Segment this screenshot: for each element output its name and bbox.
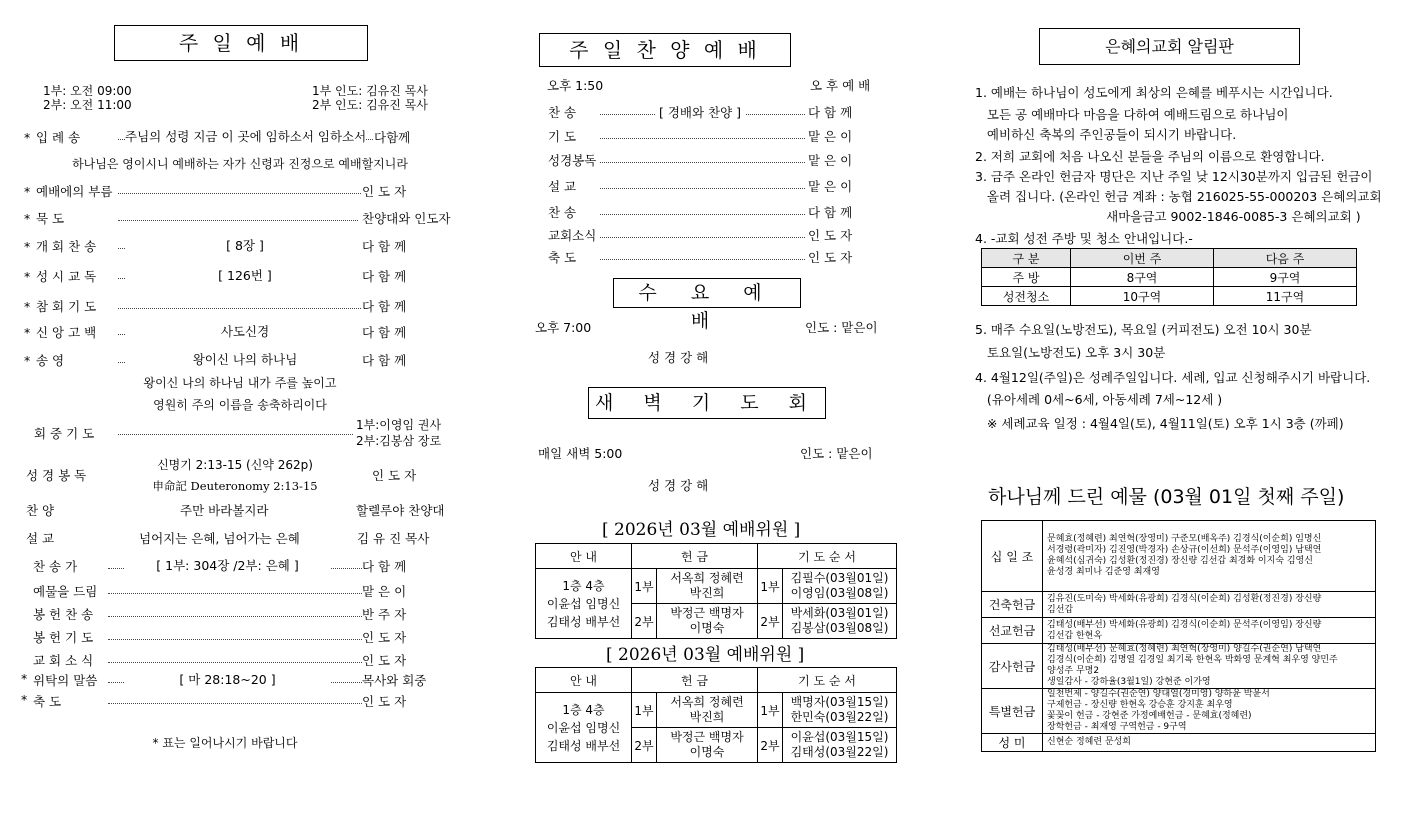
order-detail: [ 마 28:18~20 ]: [125, 670, 330, 688]
order-label: 찬 송 가: [33, 559, 78, 574]
order-detail: 주님의 성령 지금 이 곳에 임하소서 임하소서: [125, 129, 367, 144]
offering-title: 하나님께 드린 예물 (03월 01일 첫째 주일): [988, 486, 1345, 508]
dot-leader: [118, 193, 373, 194]
cleaning-table: [981, 248, 1357, 306]
required-mark: *: [21, 692, 28, 707]
order-leader: 인 도 자: [362, 184, 407, 199]
order-leader: 맡 은 이: [362, 584, 407, 599]
guide-name: 이윤섭 임명신: [546, 720, 621, 735]
order-detail: [ 126번 ]: [125, 266, 365, 284]
order-label: 신 앙 고 백: [36, 325, 97, 340]
order-leader: 다 함 께: [362, 559, 407, 574]
praise-leader: 다 함 께: [808, 105, 853, 120]
sermon-title: 넘어지는 은혜, 넘어가는 은혜: [139, 531, 300, 546]
duty-title-1: [ 2026년 03월 예배위원 ]: [602, 520, 801, 540]
offering-part: 1부: [632, 693, 657, 728]
offering-line: 김경식(이순희) 김명열 김경일 최기록 한현옥 박화영 문계혁 최우영 양민주: [1047, 655, 1338, 665]
choir-song: 주만 바라볼지라: [180, 503, 269, 518]
choir-name: 할렐루야 찬양대: [356, 503, 445, 518]
standing-note: * 표는 일어나시기 바랍니다: [152, 736, 298, 750]
service-time-1: 1부: 오전 09:00: [43, 84, 132, 98]
required-mark: *: [24, 269, 31, 284]
order-label: 예배에의 부름: [36, 184, 113, 199]
wednesday-sub: 성 경 강 해: [648, 350, 709, 365]
prayer-names: [783, 604, 897, 639]
notice-line: 모든 공 예배마다 마음을 다하여 예배드림으로 하나님이: [975, 107, 1289, 122]
offering-name: 서옥희 정혜련: [670, 571, 744, 585]
offering-line: 김태성(배부선) 문혜효(정혜련) 최연혁(장영미) 양길수(권순연) 남택연: [1047, 644, 1322, 654]
order-label: 송 영: [36, 353, 65, 368]
prayer-part: 1부: [758, 569, 783, 604]
col-prayer: 기 도 순 서: [758, 668, 897, 693]
wednesday-service-title: 수 요 예 배: [613, 278, 801, 308]
offering-names: [657, 693, 758, 728]
order-detail: [ 1부: 304장 /2부: 은혜 ]: [125, 556, 330, 574]
offering-names: [1043, 618, 1376, 644]
praise-service-title: 주 일 찬 양 예 배: [539, 33, 791, 67]
notice-line: 3. 금주 온라인 헌금자 명단은 지난 주일 낮 12시30분까지 입금된 헌금이: [975, 169, 1373, 184]
offering-category: 건축헌금: [982, 592, 1043, 618]
offering-names: [657, 728, 758, 763]
guide-name: 김태성 배부선: [546, 614, 621, 629]
order-leader: 목사와 회중: [362, 673, 427, 688]
offering-name: 박정근 백명자: [670, 730, 744, 744]
notice-line: 2. 저희 교회에 처음 나오신 분들을 주님의 이름으로 환영합니다.: [975, 149, 1325, 164]
service-leader-2: 2부 인도: 김유진 목사: [312, 98, 428, 112]
order-label: 묵 도: [36, 211, 65, 226]
guide-name: 1층 4층: [562, 578, 605, 593]
offering-line: 김유진(도미숙) 박세화(유광희) 김경식(이순희) 김성환(정진경) 장신량: [1047, 593, 1322, 604]
order-label: 성 시 교 독: [36, 269, 97, 284]
cleaning-cell: 주 방: [982, 268, 1071, 287]
dot-leader: [108, 662, 368, 663]
order-leader: 다 함 께: [362, 269, 407, 284]
order-label: 봉 헌 찬 송: [33, 607, 94, 622]
offering-part: 2부: [632, 728, 657, 763]
offering-line: 생일감사 - 강하율(3월1일) 강현준 이가영: [1047, 677, 1211, 687]
offering-names: [1043, 644, 1376, 689]
dawn-sub: 성 경 강 해: [648, 478, 709, 493]
required-mark: *: [24, 130, 31, 145]
notice-line: 4. 4월12일(주일)은 성례주일입니다. 세례, 입교 신청해주시기 바랍니다.: [975, 370, 1371, 385]
praise-leader: 맡 은 이: [808, 129, 853, 144]
prayer-part: 2부: [758, 604, 783, 639]
offering-line: 구제헌금 - 장신량 한현옥 강승훈 강지훈 최우영: [1047, 700, 1233, 710]
dot-leader: [600, 214, 805, 215]
duty-title-2: [ 2026년 03월 예배위원 ]: [606, 645, 805, 665]
offering-line: 윤혜석(심귀숙) 김성환(정진경) 장신량 김선갑 최경화 이지숙 김영신: [1047, 556, 1313, 566]
cleaning-cell: 10구역: [1071, 287, 1214, 306]
prayer-name: 박세화(03월01일): [790, 606, 889, 620]
offering-table: [981, 520, 1376, 752]
praise-label: 교회소식: [548, 228, 597, 243]
required-mark: *: [24, 325, 31, 340]
offering-name: 이명숙: [689, 745, 725, 759]
praise-time: 오후 1:50: [547, 78, 604, 93]
offering-name: 박진희: [689, 710, 725, 724]
praise-label: 찬 송: [548, 105, 577, 120]
offering-line: 김태성(배부선) 박세화(유광희) 김경식(이순희) 문석주(이영임) 장신량: [1047, 619, 1322, 630]
bible-verse: 신명기 2:13-15 (신약 262p): [157, 458, 313, 472]
order-leader: 다 함 께: [362, 239, 407, 254]
praise-type: 오 후 예 배: [810, 78, 871, 93]
praise-leader: 인 도 자: [808, 228, 853, 243]
required-mark: *: [24, 184, 31, 199]
guide-cell: [536, 693, 632, 763]
dot-leader: [600, 162, 805, 163]
dawn-time: 매일 새벽 5:00: [538, 446, 623, 461]
praise-label: 성경봉독: [548, 153, 597, 168]
order-label: 위탁의 말씀: [33, 673, 98, 688]
choir-label: 찬 양: [26, 503, 55, 518]
service-time-2: 2부: 오전 11:00: [43, 98, 132, 112]
order-leader: 다함께: [374, 130, 411, 145]
prayer-names: [783, 569, 897, 604]
offering-line: 양성주 무명2: [1047, 666, 1100, 676]
prayer-label: 회 중 기 도: [34, 426, 95, 441]
service-leader-1: 1부 인도: 김유진 목사: [312, 84, 428, 98]
bible-label: 성 경 봉 독: [26, 468, 87, 483]
offering-line: 장학헌금 - 최재영 구역헌금 - 9구역: [1047, 722, 1187, 732]
prayer-names: [783, 728, 897, 763]
notice-line: 토요일(노방전도) 오후 3시 30분: [975, 345, 1166, 360]
offering-line: 김선갑 한현옥: [1047, 630, 1103, 641]
guide-name: 1층 4층: [562, 702, 605, 717]
order-label: 축 도: [33, 694, 62, 709]
duty-table-1: [535, 543, 897, 639]
offering-line: 김선갑: [1047, 604, 1074, 615]
notice-line: 1. 예배는 하나님이 성도에게 최상의 은혜를 베푸시는 시간입니다.: [975, 85, 1333, 100]
offering-names: [1043, 689, 1376, 734]
prayer-1: 1부:이영임 권사: [356, 418, 442, 432]
bible-reader: 인 도 자: [372, 468, 417, 483]
prayer-2: 2부:김봉삼 장로: [356, 434, 442, 448]
offering-names: [657, 569, 758, 604]
offering-part: 2부: [632, 604, 657, 639]
offering-category: 감사헌금: [982, 644, 1043, 689]
offering-name: 서옥희 정혜련: [670, 695, 744, 709]
order-label: 예물을 드림: [33, 584, 98, 599]
col-offering: 헌 금: [632, 668, 758, 693]
order-label: 입 례 송: [36, 130, 81, 145]
order-label: 교 회 소 식: [33, 653, 94, 668]
offering-line: 일천번제 - 양길수(권순연) 양대열(경미영) 양하윤 박윤서: [1047, 689, 1270, 699]
order-leader: 인 도 자: [362, 630, 407, 645]
notice-line: ※ 세례교육 일정 : 4월4일(토), 4월11일(토) 오후 1시 3층 (까페): [975, 416, 1344, 431]
praise-label: 찬 송: [548, 205, 577, 220]
offering-category: 특별헌금: [982, 689, 1043, 734]
required-mark: *: [24, 211, 31, 226]
order-leader: 인 도 자: [362, 694, 407, 709]
dot-leader: [600, 138, 805, 139]
offering-category: 선교헌금: [982, 618, 1043, 644]
dot-leader: [108, 616, 368, 617]
prayer-name: 김봉삼(03월08일): [790, 621, 889, 635]
required-mark: *: [24, 239, 31, 254]
bulletin-board-title: 은혜의교회 알림판: [1039, 28, 1300, 65]
cleaning-cell: 11구역: [1214, 287, 1357, 306]
offering-names: [1043, 521, 1376, 592]
dot-leader: [108, 703, 368, 704]
notice-line: 5. 매주 수요일(노방전도), 목요일 (커피전도) 오전 10시 30분: [975, 322, 1312, 337]
dot-leader: [600, 237, 805, 238]
prayer-name: 한민숙(03월22일): [790, 710, 889, 724]
praise-leader: 맡 은 이: [808, 153, 853, 168]
wednesday-leader: 인도 : 맡은이: [805, 320, 878, 335]
praise-detail: [ 경배와 찬양 ]: [655, 103, 745, 121]
cleaning-cell: 9구역: [1214, 268, 1357, 287]
offering-names: [657, 604, 758, 639]
required-mark: *: [24, 299, 31, 314]
offering-line: 윤성경 최미나 김준영 최재영: [1047, 567, 1160, 577]
notice-line: (유아세례 0세~6세, 아동세례 7세~12세 ): [975, 392, 1223, 407]
offering-name: 박진희: [689, 586, 725, 600]
dot-leader: [118, 220, 358, 221]
order-label: 참 회 기 도: [36, 299, 97, 314]
order-leader: 인 도 자: [362, 653, 407, 668]
notice-line: 4. -교회 성전 주방 및 청소 안내입니다.-: [975, 231, 1193, 246]
cleaning-header: 구 분: [982, 249, 1071, 268]
praise-label: 기 도: [548, 129, 577, 144]
guide-name: 김태성 배부선: [546, 738, 621, 753]
hymn-lyric-1: 왕이신 나의 하나님 내가 주를 높이고: [143, 376, 337, 390]
offering-line: 문혜효(정혜련) 최연혁(장영미) 구준모(배옥주) 김경식(이순희) 임명신: [1047, 534, 1322, 544]
sunday-service-title: 주 일 예 배: [114, 25, 368, 61]
offering-category: 성 미: [982, 734, 1043, 752]
col-guide: 안 내: [536, 668, 632, 693]
dawn-leader: 인도 : 맡은이: [800, 446, 873, 461]
cleaning-header: 다음 주: [1214, 249, 1357, 268]
order-leader: 다 함 께: [362, 353, 407, 368]
order-label: 봉 헌 기 도: [33, 630, 94, 645]
hymn-lyric-2: 영원히 주의 이름을 송축하리이다: [153, 398, 327, 412]
offering-name: 이명숙: [689, 621, 725, 635]
order-label: 개 회 찬 송: [36, 239, 97, 254]
praise-label: 축 도: [548, 250, 577, 265]
dot-leader: [600, 259, 805, 260]
prayer-name: 김필수(03월01일): [790, 571, 889, 585]
order-leader: 다 함 께: [362, 325, 407, 340]
scripture-quote: 하나님은 영이시니 예배하는 자가 신령과 진정으로 예배할지니라: [72, 157, 408, 171]
dot-leader: [108, 639, 368, 640]
cleaning-cell: 성전청소: [982, 287, 1071, 306]
col-offering: 헌 금: [632, 544, 758, 569]
prayer-name: 김태성(03월22일): [790, 745, 889, 759]
dot-leader: [118, 434, 353, 435]
bible-verse-en: 申命記 Deuteronomy 2:13-15: [152, 479, 318, 493]
col-prayer: 기 도 순 서: [758, 544, 897, 569]
guide-name: 이윤섭 임명신: [546, 596, 621, 611]
duty-table-2: [535, 667, 897, 763]
prayer-name: 이윤섭(03월15일): [790, 730, 889, 744]
offering-line: 신현순 정혜련 문성희: [1047, 737, 1131, 747]
offering-part: 1부: [632, 569, 657, 604]
prayer-name: 백명자(03월15일): [790, 695, 889, 709]
dot-leader: [600, 188, 805, 189]
required-mark: *: [21, 671, 28, 686]
order-detail: 왕이신 나의 하나님: [125, 350, 365, 368]
dot-leader: [108, 593, 368, 594]
order-detail: [ 8장 ]: [125, 236, 365, 254]
notice-line: 예비하신 축복의 주인공들이 되시기 바랍니다.: [975, 127, 1237, 142]
offering-line: 서경령(곽미자) 김진영(박경자) 손상규(이선희) 문석주(이영임) 남택연: [1047, 545, 1322, 555]
order-detail: 사도신경: [125, 322, 365, 340]
wednesday-time: 오후 7:00: [535, 320, 592, 335]
prayer-part: 1부: [758, 693, 783, 728]
order-leader: 찬양대와 인도자: [362, 211, 451, 226]
notice-line: 올려 집니다. (온라인 헌금 계좌 : 농협 216025-55-000203 은혜의교회: [975, 189, 1382, 204]
dot-leader: [118, 308, 373, 309]
praise-leader: 인 도 자: [808, 250, 853, 265]
cleaning-cell: 8구역: [1071, 268, 1214, 287]
dawn-prayer-title: 새 벽 기 도 회: [588, 387, 826, 419]
required-mark: *: [24, 353, 31, 368]
offering-name: 박정근 백명자: [670, 606, 744, 620]
prayer-name: 이영임(03월08일): [790, 586, 889, 600]
notice-line: 새마을금고 9002-1846-0085-3 은혜의교회 ): [975, 209, 1361, 224]
cleaning-header: 이번 주: [1071, 249, 1214, 268]
guide-cell: [536, 569, 632, 639]
col-guide: 안 내: [536, 544, 632, 569]
order-leader: 다 함 께: [362, 299, 407, 314]
offering-names: [1043, 592, 1376, 618]
offering-line: 꽃꽂이 헌금 - 강현준 가정예배헌금 - 문혜효(정혜련): [1047, 711, 1252, 721]
sermon-label: 설 교: [26, 531, 55, 546]
order-leader: 반 주 자: [362, 607, 407, 622]
prayer-part: 2부: [758, 728, 783, 763]
offering-category: 십 일 조: [982, 521, 1043, 592]
praise-leader: 다 함 께: [808, 205, 853, 220]
praise-label: 설 교: [548, 179, 577, 194]
offering-names: [1043, 734, 1376, 752]
praise-leader: 맡 은 이: [808, 179, 853, 194]
prayer-names: [783, 693, 897, 728]
preacher: 김 유 진 목사: [357, 531, 430, 546]
